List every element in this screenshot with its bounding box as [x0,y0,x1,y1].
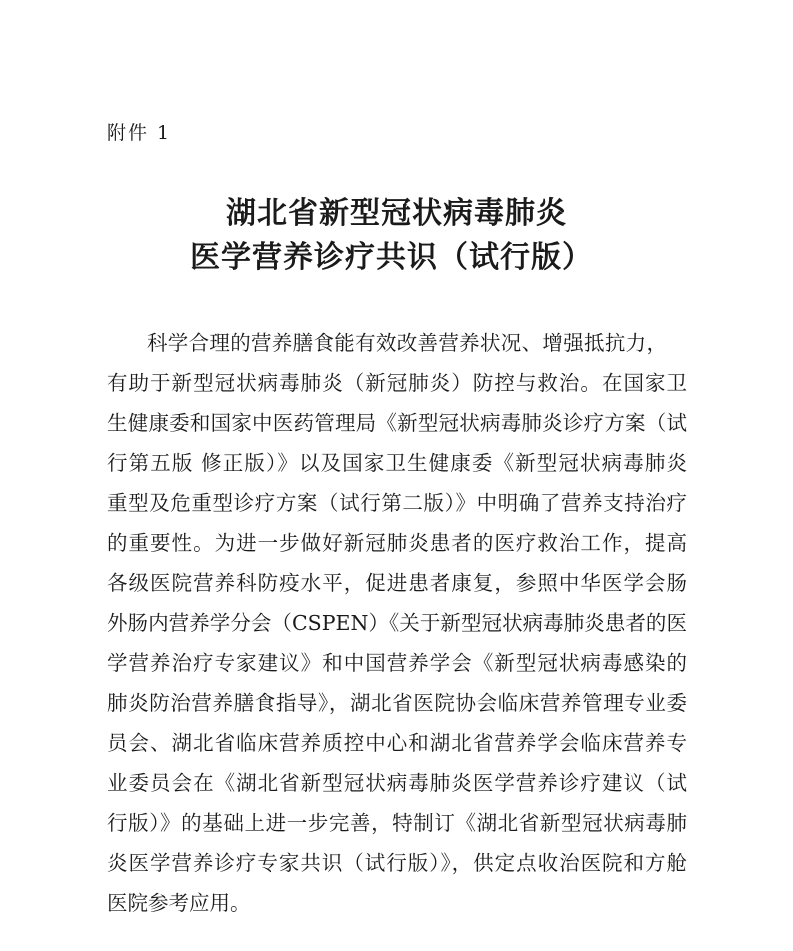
body-line: 重型及危重型诊疗方案（试行第二版）》中明确了营养支持治疗 [107,491,687,515]
body-line: 学营养治疗专家建议》和中国营养学会《新型冠状病毒感染的 [107,651,687,675]
document-title-line-1: 湖北省新型冠状病毒肺炎 [226,196,567,231]
body-line: 科学合理的营养膳食能有效改善营养状况、增强抵抗力， [147,331,667,355]
body-line: 行第五版 修正版）》以及国家卫生健康委《新型冠状病毒肺炎 [107,451,687,475]
body-line: 的重要性。为进一步做好新冠肺炎患者的医疗救治工作，提高 [107,531,687,555]
body-line: 生健康委和国家中医药管理局《新型冠状病毒肺炎诊疗方案（试 [107,411,687,435]
document-title-line-2: 医学营养诊疗共识（试行版） [190,240,593,275]
body-line: 行版）》的基础上进一步完善，特制订《湖北省新型冠状病毒肺 [107,811,687,835]
body-line: 业委员会在《湖北省新型冠状病毒肺炎医学营养诊疗建议（试 [107,771,687,795]
body-line: 肺炎防治营养膳食指导》，湖北省医院协会临床营养管理专业委 [107,691,687,715]
body-line: 各级医院营养科防疫水平，促进患者康复，参照中华医学会肠 [107,571,687,595]
attachment-label: 附件 1 [107,122,172,144]
body-line: 医院参考应用。 [107,891,251,915]
body-line: 炎医学营养诊疗专家共识（试行版）》，供定点收治医院和方舱 [107,851,687,875]
body-line: 员会、湖北省临床营养质控中心和湖北省营养学会临床营养专 [107,731,687,755]
body-line: 有助于新型冠状病毒肺炎（新冠肺炎）防控与救治。在国家卫 [107,371,687,395]
body-line: 外肠内营养学分会（CSPEN）《关于新型冠状病毒肺炎患者的医 [107,611,687,635]
